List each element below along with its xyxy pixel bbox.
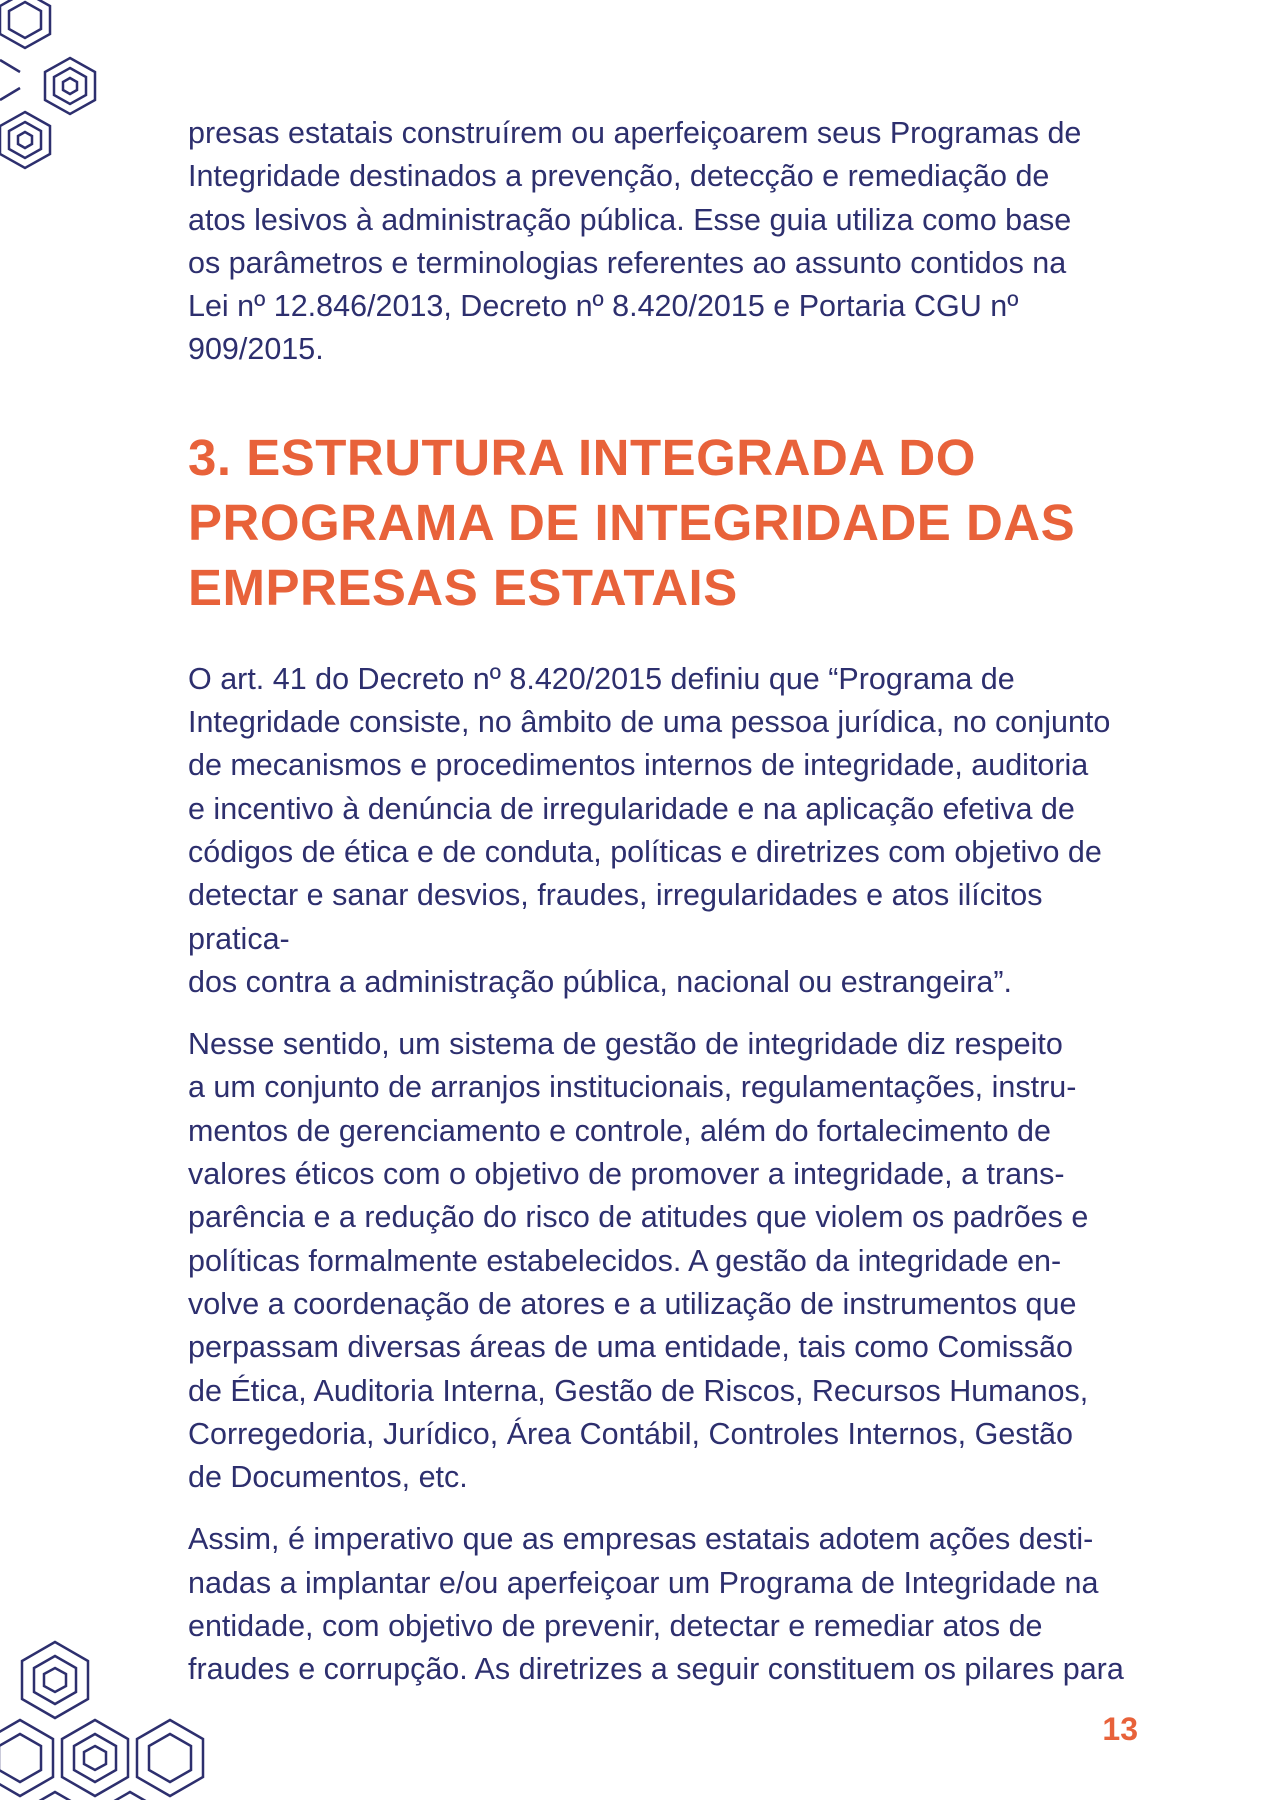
- body-paragraph-3: Assim, é imperativo que as empresas estatais adotem ações desti- nadas a implantar e/ou aperfeiçoar um Programa de Integridade na entidade, com objetivo de prevenir, detectar e remediar atos de fraudes e corrupção. As diretrizes a seguir constituem os pilares para: [188, 1522, 1124, 1687]
- document-body: [188, 112, 1138, 1692]
- section-heading: 3. ESTRUTURA INTEGRADA DO PROGRAMA DE INTEGRIDADE DAS EMPRESAS ESTATAIS: [188, 428, 1076, 616]
- hexagon-pattern-icon: [0, 0, 110, 200]
- intro-paragraph: presas estatais construírem ou aperfeiçoarem seus Programas de Integridade destinados a prevenção, detecção e remediação de atos lesivos à administração pública. Esse guia utiliza como base os parâmetros e terminologias referentes ao assunto contidos na Lei nº 12.846/2013, Decreto nº 8.420/2015 e Portaria CGU nº 909/2015.: [188, 116, 1082, 367]
- body-paragraph-2: Nesse sentido, um sistema de gestão de integridade diz respeito a um conjunto de arranjos institucionais, regulamentações, instru- mentos de gerenciamento e controle, além do fortalecimento de valores éticos com o objetivo de promover a integridade, a trans- parência e a redução do risco de atitudes que violem os padrões e políticas formalmente estabelecidos. A gestão da integridade en- volve a coordenação de atores e a utilização de instrumentos que perpassam diversas áreas de uma entidade, tais como Comissão de Ética, Auditoria Interna, Gestão de Riscos, Recursos Humanos, Corregedoria, Jurídico, Área Contábil, Controles Internos, Gestão de Documentos, etc.: [188, 1027, 1089, 1495]
- body-paragraph-1: O art. 41 do Decreto nº 8.420/2015 definiu que “Programa de Integridade consiste, no âmbito de uma pessoa jurídica, no conjunto de mecanismos e procedimentos internos de integridade, auditoria e incentivo à denúncia de irregularidade e na aplicação efetiva de códigos de ética e de conduta, políticas e diretrizes com objetivo de detectar e sanar desvios, fraudes, irregularidades e atos ilícitos pratica- dos contra a administração pública, nacional ou estrangeira”.: [188, 661, 1111, 999]
- page-number: 13: [1102, 1711, 1138, 1747]
